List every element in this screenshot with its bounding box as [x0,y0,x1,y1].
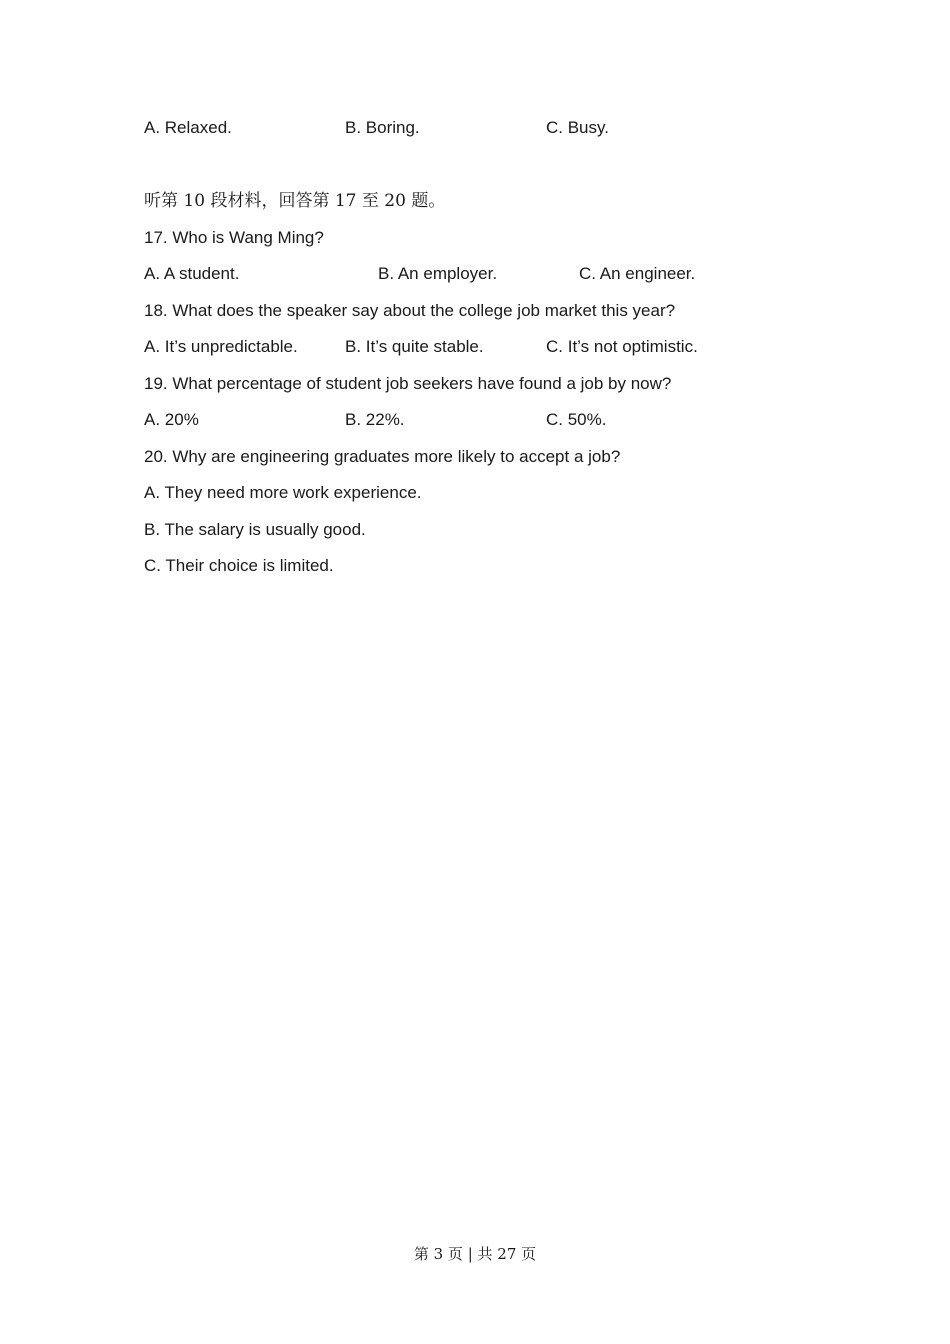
q17-option-a: A. A student. [144,264,240,283]
q17-option-b: B. An employer. [378,264,498,283]
q18-question: 18. What does the speaker say about the college job market this year? [144,301,676,320]
q20-option-c: C. Their choice is limited. [144,556,334,575]
page-footer: 第 3 页 | 共 27 页 [413,1245,537,1263]
q19-question: 19. What percentage of student job seekers have found a job by now? [144,374,672,393]
q16-option-c: C. Busy. [546,118,609,137]
q18-option-a: A. It’s unpredictable. [144,337,298,356]
q20-question: 20. Why are engineering graduates more likely to accept a job? [144,447,621,466]
q17-options-row [144,263,764,285]
q18-option-b: B. It’s quite stable. [345,337,484,356]
q17-option-c: C. An engineer. [579,264,696,283]
q20-option-b: B. The salary is usually good. [144,520,366,539]
q16-option-b: B. Boring. [345,118,420,137]
q16-option-a: A. Relaxed. [144,118,232,137]
q17-question: 17. Who is Wang Ming? [144,228,324,247]
q16-options-row [144,117,764,139]
q19-option-b: B. 22%. [345,410,405,429]
section-instruction: 听第 10 段材料，回答第 17 至 20 题。 [144,191,446,211]
q19-option-c: C. 50%. [546,410,607,429]
q18-option-c: C. It’s not optimistic. [546,337,698,356]
q19-options-row [144,409,764,431]
q19-option-a: A. 20% [144,410,199,429]
q20-option-a: A. They need more work experience. [144,483,422,502]
q18-options-row [144,336,764,358]
